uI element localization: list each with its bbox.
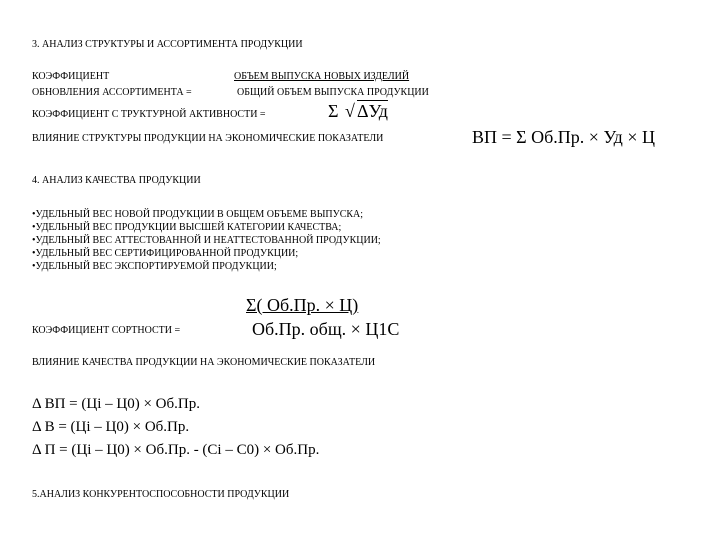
grade-label: КОЭФФИЦИЕНТ СОРТНОСТИ = (32, 325, 181, 336)
list-item: •УДЕЛЬНЫЙ ВЕС ПРОДУКЦИИ ВЫСШЕЙ КАТЕГОРИИ КАЧЕСТВА; (32, 222, 342, 233)
sqrt-symbol: √ (345, 101, 355, 121)
renewal-denominator: ОБЩИЙ ОБЪЕМ ВЫПУСКА ПРОДУКЦИИ (237, 87, 429, 98)
list-item: •УДЕЛЬНЫЙ ВЕС НОВОЙ ПРОДУКЦИИ В ОБЩЕМ ОБЪЕМЕ ВЫПУСКА; (32, 209, 364, 220)
sigma-symbol: Σ (328, 101, 339, 121)
quality-influence-label: ВЛИЯНИЕ КАЧЕСТВА ПРОДУКЦИИ НА ЭКОНОМИЧЕСКИЕ ПОКАЗАТЕЛИ (32, 357, 376, 368)
formula-delta-v: Δ В = (Цi – Ц0) × Об.Пр. (32, 419, 190, 435)
formula-delta-vp: Δ ВП = (Цi – Ц0) × Об.Пр. (32, 396, 200, 412)
grade-denominator: Об.Пр. общ. × Ц1С (252, 319, 400, 339)
formula-delta-p: Δ П = (Цi – Ц0) × Об.Пр. - (Ci – C0) × Об.Пр. (32, 442, 320, 458)
quality-indicators-list (32, 208, 381, 273)
section4-heading: 4. АНАЛИЗ КАЧЕСТВА ПРОДУКЦИИ (32, 175, 201, 186)
renewal-label-line1: КОЭФФИЦИЕНТ (32, 71, 110, 82)
activity-term: ΔУд (357, 101, 388, 121)
structure-formula: ВП = Σ Об.Пр. × Уд × Ц (472, 127, 655, 147)
list-item: •УДЕЛЬНЫЙ ВЕС СЕРТИФИЦИРОВАННОЙ ПРОДУКЦИИ; (32, 248, 299, 259)
section3-heading: 3. АНАЛИЗ СТРУКТУРЫ И АССОРТИМЕНТА ПРОДУКЦИИ (32, 39, 303, 50)
section5-heading: 5.АНАЛИЗ КОНКУРЕНТОСПОСОБНОСТИ ПРОДУКЦИИ (32, 489, 290, 500)
renewal-label-line2: ОБНОВЛЕНИЯ АССОРТИМЕНТА = (32, 87, 192, 98)
renewal-numerator: ОБЪЕМ ВЫПУСКА НОВЫХ ИЗДЕЛИЙ (234, 71, 410, 82)
structure-influence-label: ВЛИЯНИЕ СТРУКТУРЫ ПРОДУКЦИИ НА ЭКОНОМИЧЕСКИЕ ПОКАЗАТЕЛИ (32, 133, 384, 144)
list-item: •УДЕЛЬНЫЙ ВЕС АТТЕСТОВАННОЙ И НЕАТТЕСТОВАННОЙ ПРОДУКЦИИ; (32, 235, 381, 246)
list-item: •УДЕЛЬНЫЙ ВЕС ЭКСПОРТИРУЕМОЙ ПРОДУКЦИИ; (32, 261, 277, 272)
grade-numerator: Σ( Об.Пр. × Ц) (246, 295, 359, 315)
activity-label: КОЭФФИЦИЕНТ С ТРУКТУРНОЙ АКТИВНОСТИ = (32, 109, 266, 120)
